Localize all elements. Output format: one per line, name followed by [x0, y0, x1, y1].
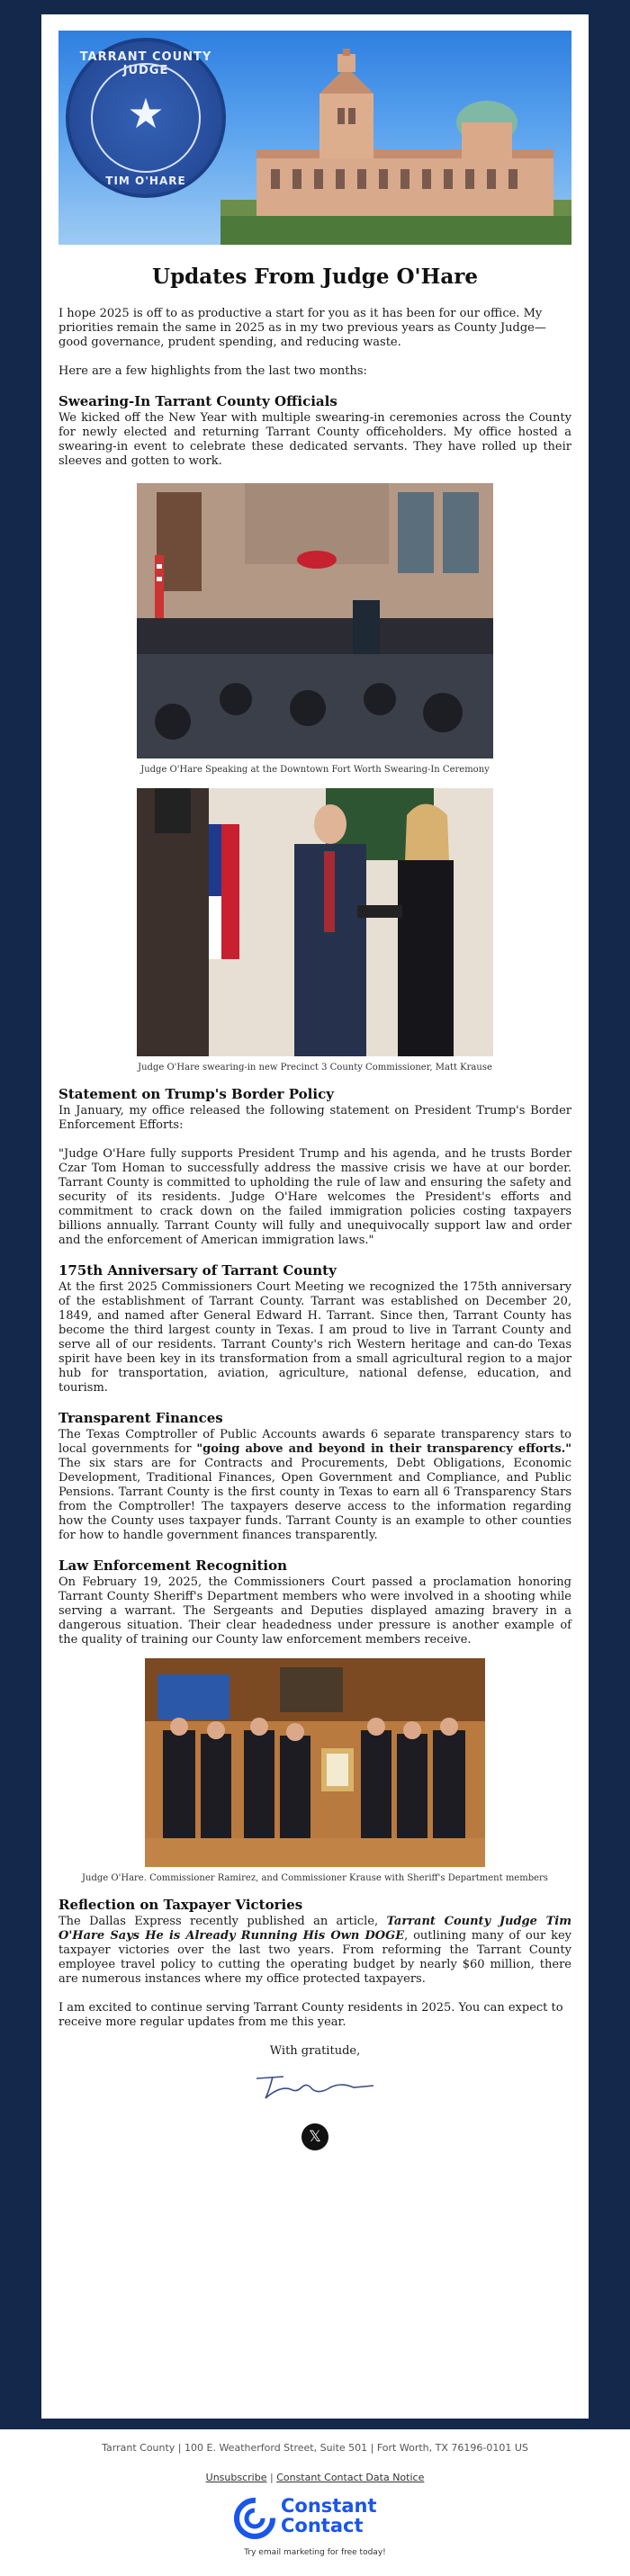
county-judge-seal [66, 38, 226, 198]
handwritten-signature-image [248, 2068, 382, 2104]
section-heading-law: Law Enforcement Recognition [58, 1557, 288, 1574]
finances-text-start: The Texas Comptroller of Public Accounts awards 6 separate transparency stars to local governments for [58, 1428, 572, 1456]
x-social-icon[interactable]: 𝕏 [302, 2123, 328, 2150]
krause-swearing-in-photo [137, 788, 493, 1056]
section-heading-anniversary: 175th Anniversary of Tarrant County [58, 1262, 337, 1279]
section-body-reflection [58, 1915, 572, 1987]
reflection-text-end: , outlining many of our key taxpayer victories over the last two years. From reforming the Tarrant County employee travel policy to cutting the operating budget by nearly $60 million, there are numerous instances where my office protected taxpayers. [58, 1929, 572, 1986]
section-body-law: On February 19, 2025, the Commissioners Court passed a proclamation honoring Tarrant County Sheriff's Department members who were involved in a shooting while serving a warrant. The Sergeants and Deputies displayed amazing bravery in a dangerous situation. Their clear headedness under pressure is another example of the quality of training our County law enforcement members receive. [58, 1575, 572, 1647]
star-icon: ★ [127, 89, 165, 138]
constant-contact-logo[interactable] [234, 2496, 396, 2545]
footer-separator: | [269, 2472, 274, 2483]
finances-text-bold: "going above and beyond in their transparency efforts." [196, 1442, 572, 1456]
seal-top-text: TARRANT COUNTY JUDGE [79, 50, 212, 77]
photo-block-ceremony [58, 483, 572, 776]
sheriff-department-photo [145, 1658, 485, 1867]
page-title: Updates From Judge O'Hare [152, 265, 478, 289]
border-statement-quote: "Judge O'Hare fully supports President Trump and his agenda, and he trusts Border Czar Tom Homan to successfully address the massive crisis we have at our border. Tarrant County is committed to upholding the rule of law and ensuring the safety and security of its residents. Judge O'Hare welcomes the President's efforts and commitment to crack down on the failed immigration policies costing taxpayers billions annually. Tarrant County will fully and unequivocally support law and order and the enforcement of American immigration laws." [58, 1147, 572, 1247]
header-banner [58, 31, 572, 245]
photo-block-sheriff [58, 1658, 572, 1884]
closing-paragraph: I am excited to continue serving Tarrant County residents in 2025. You can expect to receive more regular updates from me this year. [58, 2001, 563, 2029]
email-card [41, 14, 589, 2419]
section-heading-finances: Transparent Finances [58, 1410, 223, 1426]
signoff-text: With gratitude, [269, 2044, 361, 2058]
signature [58, 2068, 572, 2107]
unsubscribe-link[interactable]: Unsubscribe [205, 2472, 267, 2483]
section-body-anniversary: At the first 2025 Commissioners Court Meeting we recognized the 175th anniversary of the establishment of Tarrant County. Tarrant was established on December 20, 1849, and named after General Edward H. Tarrant. Since then, Tarrant County has become the third largest county in Texas. I am proud to live in Tarrant County and serve all of our residents. Tarrant County's rich Western heritage and can-do Texas spirit have been key in its transformation from a small agricultural region to a major hub for transportation, aviation, agriculture, national defense, education, and tourism. [58, 1280, 572, 1395]
ceremony-photo [137, 483, 493, 758]
courthouse-illustration [220, 49, 572, 245]
footer-links [0, 2472, 630, 2483]
email-footer [0, 2429, 630, 2576]
section-body-border: In January, my office released the following statement on President Trump's Border Enforcement Efforts: [58, 1104, 572, 1132]
section-heading-border: Statement on Trump's Border Policy [58, 1086, 334, 1102]
photo-block-krause [58, 788, 572, 1073]
intro-highlights: Here are a few highlights from the last two months: [58, 364, 367, 378]
photo-caption-sheriff: Judge O'Hare. Commissioner Ramirez, and Commissioner Krause with Sheriff's Department members [82, 1873, 548, 1883]
section-body-swearing: We kicked off the New Year with multiple swearing-in ceremonies across the County for newly elected and returning Tarrant County officeholders. My office hosted a swearing-in event to celebrate these dedicated servants. They have rolled up their sleeves and gotten to work. [58, 411, 572, 468]
constant-contact-icon [234, 2498, 275, 2539]
finances-text-end: The six stars are for Contracts and Procurements, Debt Obligations, Economic Development, Traditional Finances, Open Government and Compliance, and Public Pensions. Tarrant County is the first county in Texas to earn all 6 Transparency Stars from the Comptroller! The taxpayers deserve access to the information regarding how the County uses taxpayer funds. Tarrant County is an example to other counties for how to handle government finances transparently. [58, 1457, 572, 1542]
section-body-finances [58, 1428, 572, 1543]
constant-contact-tagline[interactable]: Try email marketing for free today! [244, 2548, 386, 2557]
constant-contact-wordmark [281, 2496, 377, 2536]
dallas-express-article-link[interactable]: Tarrant County Judge Tim O'Hare Says He is Already Running His Own DOGE [58, 1915, 572, 1943]
photo-caption-krause: Judge O'Hare swearing-in new Precinct 3 County Commissioner, Matt Krause [138, 1063, 492, 1073]
seal-bottom-text: TIM O'HARE [105, 175, 186, 187]
intro-paragraph: I hope 2025 is off to as productive a start for you as it has been for our office. My priorities remain the same in 2025 as in my two previous years as County Judge—good governance, prudent spending, and reducing waste. [58, 307, 546, 349]
brand-line1: Constant [281, 2495, 377, 2517]
data-notice-link[interactable]: Constant Contact Data Notice [276, 2472, 425, 2483]
brand-line2: Contact [281, 2515, 364, 2536]
section-heading-reflection: Reflection on Taxpayer Victories [58, 1897, 303, 1913]
photo-caption-ceremony: Judge O'Hare Speaking at the Downtown Fort Worth Swearing-In Ceremony [140, 765, 490, 775]
reflection-text-start: The Dallas Express recently published an article, [58, 1915, 387, 1928]
section-heading-swearing: Swearing-In Tarrant County Officials [58, 393, 338, 409]
footer-address: Tarrant County | 100 E. Weatherford Street, Suite 501 | Fort Worth, TX 76196-0101 US [102, 2442, 528, 2454]
